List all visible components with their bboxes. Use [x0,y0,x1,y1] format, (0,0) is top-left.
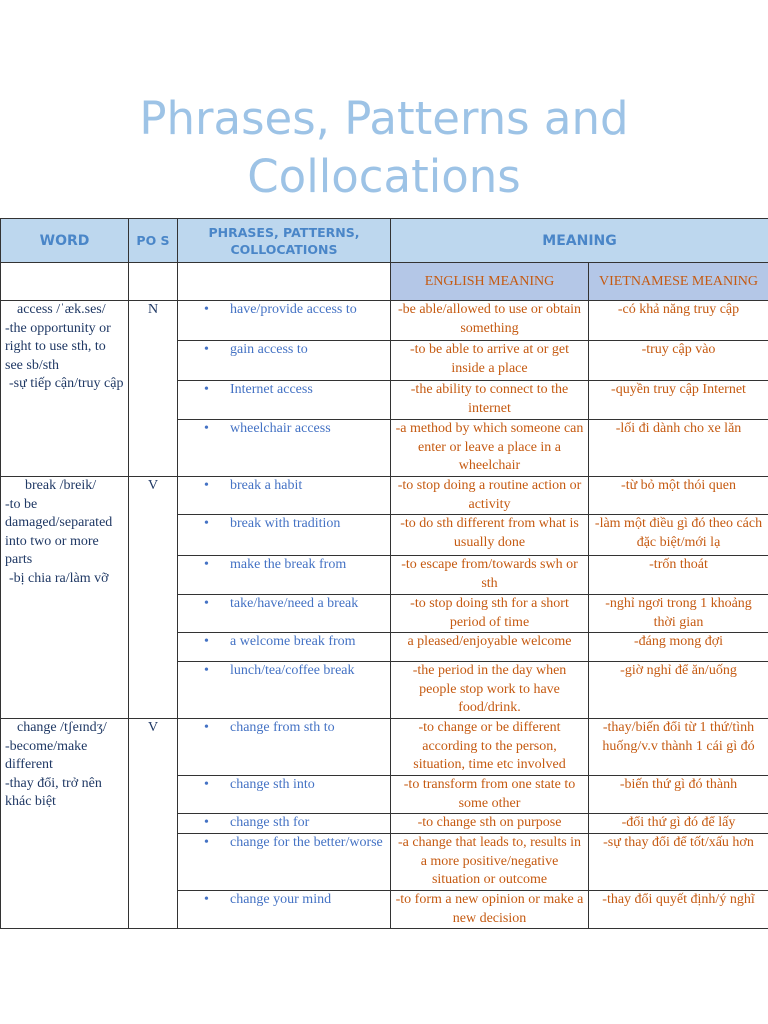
word-headword: access /ˈæk.ses/ [17,302,106,317]
phrase: • break with tradition [230,516,341,531]
english-meaning: -to form a new opinion or make a new decision [391,891,589,929]
english-meaning: -to change or be different according to the person, situation, time etc involved [391,719,589,776]
word-vietnamese: -bị chia ra/làm vỡ [9,570,109,586]
phrase: • have/provide access to [230,302,357,317]
english-meaning: a pleased/enjoyable welcome [391,633,589,662]
english-meaning: -to change sth on purpose [391,814,589,834]
vocabulary-table [0,218,768,929]
header-english-meaning: ENGLISH MEANING [391,263,589,301]
header-meaning: MEANING [391,219,768,263]
header-phrases: PHRASES, PATTERNS, COLLOCATIONS [178,219,391,263]
vietnamese-meaning: -quyền truy cập Internet [589,381,768,420]
phrase: • take/have/need a break [230,596,359,611]
word-cell-break [1,477,129,719]
phrase: • a welcome break from [230,634,356,649]
page-title: Phrases, Patterns and Collocations [139,92,629,203]
phrase: • gain access to [230,342,308,357]
header-row [1,219,768,263]
phrase: • change sth for [230,815,310,830]
subheader-row [1,263,768,301]
vietnamese-meaning: -biến thứ gì đó thành [589,776,768,814]
english-meaning: -to stop doing sth for a short period of time [391,595,589,633]
phrase: • change from sth to [230,720,335,735]
table-row [1,477,768,515]
english-meaning: -the period in the day when people stop work to have food/drink. [391,662,589,719]
table-row [1,719,768,776]
phrase: • wheelchair access [230,421,331,436]
header-word: WORD [1,219,129,263]
phrase: • change for the better/worse [230,835,383,850]
phrase: • make the break from [230,557,347,572]
vietnamese-meaning: -giờ nghỉ để ăn/uống [589,662,768,719]
vietnamese-meaning: -đổi thứ gì đó để lấy [589,814,768,834]
vietnamese-meaning: -trốn thoát [589,556,768,595]
english-meaning: -to do sth different from what is usually done [391,515,589,556]
vietnamese-meaning: -đáng mong đợi [589,633,768,662]
english-meaning: -to be able to arrive at or get inside a place [391,341,589,381]
phrase: • change sth into [230,777,315,792]
phrase: • Internet access [230,382,313,397]
word-headword: break /breik/ [25,478,97,493]
pos-cell: V [129,477,178,719]
word-definition: -to be damaged/separated into two or more parts [5,496,113,567]
vietnamese-meaning: -thay/biến đổi từ 1 thứ/tình huống/v.v thành 1 cái gì đó [589,719,768,776]
table-row [1,301,768,341]
english-meaning: -a method by which someone can enter or leave a place in a wheelchair [391,420,589,477]
english-meaning: -a change that leads to, results in a more positive/negative situation or outcome [391,834,589,891]
pos-cell: N [129,301,178,477]
word-vietnamese: -sự tiếp cận/truy cập [9,376,124,391]
english-meaning: -to stop doing a routine action or activity [391,477,589,515]
header-vietnamese-meaning: VIETNAMESE MEANING [589,263,768,301]
word-cell-change [1,719,129,929]
phrase: • change your mind [230,892,332,907]
header-pos: PO S [129,219,178,263]
phrase: • lunch/tea/coffee break [230,663,355,678]
vietnamese-meaning: -lối đi dành cho xe lăn [589,420,768,477]
english-meaning: -to transform from one state to some other [391,776,589,814]
vietnamese-meaning: -nghỉ ngơi trong 1 khoảng thời gian [589,595,768,633]
vietnamese-meaning: -thay đổi quyết định/ý nghĩ [589,891,768,929]
phrase: • break a habit [230,478,303,493]
vietnamese-meaning: -có khả năng truy cập [589,301,768,341]
english-meaning: -the ability to connect to the internet [391,381,589,420]
word-vietnamese: -thay đổi, trở nên khác biệt [5,775,102,809]
vietnamese-meaning: -sự thay đổi để tốt/xấu hơn [589,834,768,891]
word-definition: -become/make different [5,738,88,772]
english-meaning: -to escape from/towards swh or sth [391,556,589,595]
english-meaning: -be able/allowed to use or obtain something [391,301,589,341]
vietnamese-meaning: -truy cập vào [589,341,768,381]
pos-cell: V [129,719,178,929]
word-headword: change /tʃeɪndʒ/ [17,720,107,735]
word-cell-access [1,301,129,477]
vietnamese-meaning: -từ bỏ một thói quen [589,477,768,515]
word-definition: -the opportunity or right to use sth, to see sb/sth [5,320,111,373]
vietnamese-meaning: -làm một điều gì đó theo cách đặc biệt/mới lạ [589,515,768,556]
